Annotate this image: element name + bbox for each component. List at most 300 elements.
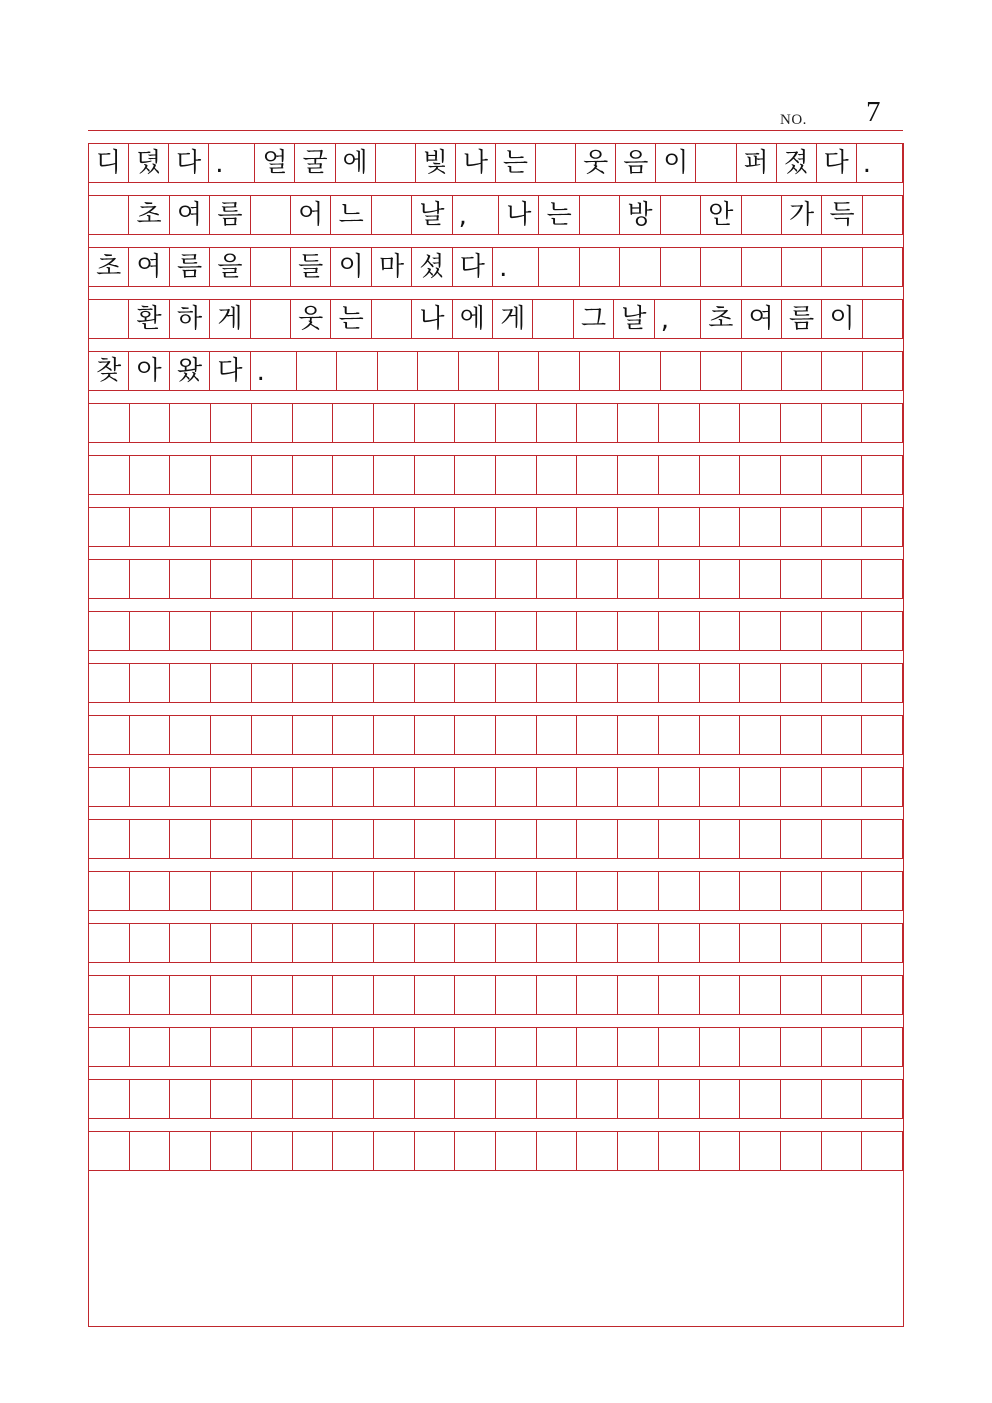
manuscript-cell [169, 1080, 210, 1118]
manuscript-cell [454, 560, 495, 598]
manuscript-cell [332, 924, 373, 962]
manuscript-row [88, 923, 903, 963]
manuscript-cell [414, 1132, 455, 1170]
manuscript-cell: 날 [411, 196, 451, 234]
manuscript-cell: 초 [128, 196, 168, 234]
manuscript-cell [739, 768, 780, 806]
manuscript-cell [579, 248, 619, 286]
manuscript-cell [617, 404, 658, 442]
manuscript-cell [454, 976, 495, 1014]
manuscript-cell [576, 508, 617, 546]
manuscript-cell [210, 456, 251, 494]
manuscript-cell [88, 1080, 129, 1118]
manuscript-cell [862, 196, 903, 234]
manuscript-cell [332, 612, 373, 650]
manuscript-cell [536, 1028, 577, 1066]
manuscript-cell [454, 716, 495, 754]
manuscript-cell [741, 352, 781, 390]
manuscript-cell [617, 1080, 658, 1118]
manuscript-cell [88, 820, 129, 858]
manuscript-cell [129, 456, 170, 494]
manuscript-cell: 여 [741, 300, 781, 338]
manuscript-cell [739, 612, 780, 650]
manuscript-cell [414, 456, 455, 494]
manuscript-cell [495, 1080, 536, 1118]
manuscript-cell [88, 456, 129, 494]
manuscript-cell [88, 664, 129, 702]
manuscript-cell [861, 924, 903, 962]
manuscript-cell [619, 248, 659, 286]
manuscript-cell: 을 [209, 248, 249, 286]
manuscript-cell: 찾 [88, 352, 128, 390]
manuscript-cell [210, 820, 251, 858]
manuscript-cell [88, 1028, 129, 1066]
manuscript-cell: 나 [498, 196, 538, 234]
manuscript-cell [332, 1080, 373, 1118]
manuscript-cell [780, 1028, 821, 1066]
manuscript-cell [332, 508, 373, 546]
manuscript-cell [862, 300, 903, 338]
manuscript-cell [821, 456, 862, 494]
manuscript-cell [210, 768, 251, 806]
manuscript-cell [88, 196, 128, 234]
manuscript-cell [495, 716, 536, 754]
manuscript-cell [700, 352, 740, 390]
manuscript-cell [535, 144, 575, 182]
manuscript-cell [536, 820, 577, 858]
manuscript-cell [739, 820, 780, 858]
manuscript-cell [210, 976, 251, 1014]
manuscript-cell [576, 612, 617, 650]
manuscript-cell [210, 560, 251, 598]
manuscript-cell [658, 1080, 699, 1118]
manuscript-cell [861, 820, 903, 858]
manuscript-cell [454, 1132, 495, 1170]
manuscript-cell [88, 976, 129, 1014]
manuscript-cell [495, 976, 536, 1014]
manuscript-cell [129, 664, 170, 702]
manuscript-cell [861, 664, 903, 702]
manuscript-cell [414, 976, 455, 1014]
manuscript-cell [373, 1028, 414, 1066]
manuscript-row [88, 507, 903, 547]
manuscript-cell [454, 820, 495, 858]
manuscript-cell [780, 664, 821, 702]
manuscript-cell: 그 [573, 300, 613, 338]
manuscript-cell [695, 144, 735, 182]
manuscript-cell [251, 404, 292, 442]
manuscript-cell: 어 [290, 196, 330, 234]
manuscript-cell [373, 768, 414, 806]
manuscript-cell [454, 612, 495, 650]
manuscript-cell: 뎠 [128, 144, 168, 182]
manuscript-cell [536, 560, 577, 598]
manuscript-cell [861, 560, 903, 598]
page-number-value: 7 [866, 96, 881, 128]
manuscript-cell [495, 404, 536, 442]
manuscript-cell: 들 [290, 248, 330, 286]
manuscript-cell [658, 924, 699, 962]
manuscript-row [88, 715, 903, 755]
manuscript-cell [414, 1080, 455, 1118]
manuscript-cell [536, 768, 577, 806]
manuscript-cell [129, 1028, 170, 1066]
manuscript-cell [821, 248, 861, 286]
manuscript-cell [536, 1080, 577, 1118]
manuscript-cell [417, 352, 457, 390]
manuscript-cell [373, 612, 414, 650]
manuscript-cell [861, 716, 903, 754]
manuscript-cell [780, 872, 821, 910]
manuscript-cell [495, 508, 536, 546]
manuscript-cell [373, 664, 414, 702]
manuscript-cell [414, 664, 455, 702]
manuscript-cell: 졌 [776, 144, 816, 182]
manuscript-cell [780, 716, 821, 754]
manuscript-cell [371, 300, 411, 338]
manuscript-cell [88, 872, 129, 910]
manuscript-cell [576, 1132, 617, 1170]
manuscript-cell [292, 1028, 333, 1066]
manuscript-cell [414, 560, 455, 598]
manuscript-cell [699, 1080, 740, 1118]
manuscript-cell: 하 [169, 300, 209, 338]
manuscript-cell [739, 1132, 780, 1170]
manuscript-row [88, 559, 903, 599]
manuscript-cell [658, 508, 699, 546]
manuscript-cell [210, 872, 251, 910]
manuscript-cell: 셨 [411, 248, 451, 286]
manuscript-cell [129, 768, 170, 806]
manuscript-cell [861, 508, 903, 546]
manuscript-cell [781, 352, 821, 390]
manuscript-cell [699, 872, 740, 910]
page-number-label: NO. [780, 112, 807, 128]
manuscript-cell [861, 456, 903, 494]
manuscript-row [88, 351, 903, 391]
manuscript-cell [373, 976, 414, 1014]
manuscript-cell: 에 [452, 300, 492, 338]
manuscript-cell: 는 [330, 300, 370, 338]
manuscript-cell [292, 976, 333, 1014]
manuscript-cell [414, 404, 455, 442]
manuscript-cell [169, 716, 210, 754]
manuscript-cell [739, 716, 780, 754]
manuscript-cell [576, 1080, 617, 1118]
manuscript-cell [495, 560, 536, 598]
manuscript-cell [210, 612, 251, 650]
manuscript-cell: 초 [700, 300, 740, 338]
manuscript-cell: 름 [169, 248, 209, 286]
manuscript-cell: 득 [821, 196, 861, 234]
manuscript-cell [169, 1028, 210, 1066]
manuscript-cell: 초 [88, 248, 128, 286]
manuscript-cell [169, 456, 210, 494]
manuscript-cell [699, 924, 740, 962]
manuscript-cell [617, 664, 658, 702]
manuscript-cell [498, 352, 538, 390]
manuscript-cell [658, 872, 699, 910]
manuscript-cell [536, 612, 577, 650]
manuscript-cell [739, 924, 780, 962]
manuscript-cell [536, 976, 577, 1014]
manuscript-cell [251, 612, 292, 650]
manuscript-cell [617, 872, 658, 910]
manuscript-cell [129, 612, 170, 650]
manuscript-cell [332, 716, 373, 754]
manuscript-cell [576, 820, 617, 858]
manuscript-cell: 름 [781, 300, 821, 338]
manuscript-cell [251, 508, 292, 546]
manuscript-cell [821, 404, 862, 442]
manuscript-cell [414, 924, 455, 962]
manuscript-cell [579, 196, 619, 234]
manuscript-cell [373, 872, 414, 910]
manuscript-cell [292, 1132, 333, 1170]
manuscript-cell [458, 352, 498, 390]
manuscript-cell [414, 716, 455, 754]
manuscript-cell: 마 [371, 248, 411, 286]
manuscript-cell [576, 456, 617, 494]
manuscript-cell [169, 976, 210, 1014]
manuscript-cell [332, 560, 373, 598]
manuscript-cell [292, 456, 333, 494]
manuscript-cell [292, 820, 333, 858]
manuscript-cell [251, 560, 292, 598]
manuscript-cell [454, 664, 495, 702]
manuscript-cell: 퍼 [736, 144, 776, 182]
manuscript-cell [210, 924, 251, 962]
manuscript-row [88, 403, 903, 443]
manuscript-cell [862, 352, 903, 390]
manuscript-cell [373, 404, 414, 442]
manuscript-cell [781, 248, 821, 286]
manuscript-cell [617, 976, 658, 1014]
manuscript-cell: 다 [209, 352, 249, 390]
manuscript-cell [861, 1080, 903, 1118]
manuscript-cell [861, 976, 903, 1014]
manuscript-cell [292, 872, 333, 910]
manuscript-cell [821, 872, 862, 910]
manuscript-cell [658, 820, 699, 858]
manuscript-cell: 이 [821, 300, 861, 338]
manuscript-cell: 여 [169, 196, 209, 234]
manuscript-cell: , [654, 300, 700, 338]
manuscript-cell [538, 352, 578, 390]
manuscript-cell: 날 [613, 300, 653, 338]
header-rule [88, 130, 903, 131]
manuscript-cell: 나 [411, 300, 451, 338]
manuscript-cell [332, 1132, 373, 1170]
manuscript-cell [169, 560, 210, 598]
manuscript-row [88, 819, 903, 859]
manuscript-cell [576, 404, 617, 442]
manuscript-cell: 이 [330, 248, 370, 286]
page-header [88, 96, 903, 131]
manuscript-cell [495, 456, 536, 494]
manuscript-cell [699, 820, 740, 858]
manuscript-cell [292, 1080, 333, 1118]
manuscript-cell [658, 560, 699, 598]
manuscript-cell [210, 1132, 251, 1170]
manuscript-cell [739, 404, 780, 442]
manuscript-cell [377, 352, 417, 390]
manuscript-cell [699, 1132, 740, 1170]
manuscript-cell: 나 [455, 144, 495, 182]
manuscript-cell [414, 1028, 455, 1066]
manuscript-cell [739, 1080, 780, 1118]
manuscript-cell [780, 1132, 821, 1170]
manuscript-cell [336, 352, 376, 390]
manuscript-cell [373, 716, 414, 754]
manuscript-cell [536, 924, 577, 962]
manuscript-cell [617, 924, 658, 962]
manuscript-cell [658, 976, 699, 1014]
manuscript-cell [780, 820, 821, 858]
manuscript-cell [536, 404, 577, 442]
manuscript-cell [617, 768, 658, 806]
manuscript-cell [373, 1080, 414, 1118]
manuscript-cell [251, 872, 292, 910]
manuscript-cell [538, 248, 578, 286]
manuscript-cell [292, 560, 333, 598]
manuscript-cell [332, 404, 373, 442]
manuscript-cell [658, 456, 699, 494]
manuscript-cell [699, 768, 740, 806]
manuscript-cell [414, 820, 455, 858]
manuscript-cell [332, 872, 373, 910]
manuscript-cell [292, 612, 333, 650]
manuscript-cell [296, 352, 336, 390]
manuscript-cell [373, 820, 414, 858]
manuscript-cell [250, 196, 290, 234]
manuscript-cell [251, 820, 292, 858]
manuscript-cell [862, 248, 903, 286]
manuscript-cell [414, 768, 455, 806]
manuscript-cell [332, 664, 373, 702]
manuscript-cell [169, 924, 210, 962]
manuscript-cell: 안 [700, 196, 740, 234]
manuscript-cell: 가 [781, 196, 821, 234]
manuscript-cell: 는 [495, 144, 535, 182]
manuscript-cell [861, 612, 903, 650]
manuscript-cell [741, 248, 781, 286]
manuscript-cell [495, 768, 536, 806]
manuscript-cell [251, 1028, 292, 1066]
manuscript-cell [536, 664, 577, 702]
manuscript-cell [210, 716, 251, 754]
manuscript-cell: . [208, 144, 254, 182]
manuscript-cell [332, 456, 373, 494]
manuscript-cell [250, 248, 290, 286]
manuscript-cell [617, 456, 658, 494]
manuscript-cell [454, 508, 495, 546]
manuscript-cell [332, 976, 373, 1014]
manuscript-cell: . [250, 352, 296, 390]
manuscript-cell [739, 664, 780, 702]
manuscript-row [88, 455, 903, 495]
manuscript-cell [861, 1132, 903, 1170]
manuscript-cell [861, 768, 903, 806]
manuscript-cell: 이 [655, 144, 695, 182]
manuscript-cell [292, 664, 333, 702]
manuscript-cell [536, 716, 577, 754]
manuscript-row [88, 1027, 903, 1067]
manuscript-cell [617, 612, 658, 650]
manuscript-cell [88, 560, 129, 598]
manuscript-cell: 게 [492, 300, 532, 338]
manuscript-cell [88, 300, 128, 338]
manuscript-cell [251, 664, 292, 702]
manuscript-cell [821, 768, 862, 806]
manuscript-cell [250, 300, 290, 338]
manuscript-cell [579, 352, 619, 390]
manuscript-cell [210, 404, 251, 442]
manuscript-cell [658, 1028, 699, 1066]
manuscript-cell [88, 1132, 129, 1170]
manuscript-cell [576, 1028, 617, 1066]
manuscript-cell [373, 1132, 414, 1170]
manuscript-cell [617, 1132, 658, 1170]
manuscript-cell: 방 [619, 196, 659, 234]
manuscript-cell: 는 [538, 196, 578, 234]
manuscript-cell [741, 196, 781, 234]
manuscript-cell [373, 924, 414, 962]
manuscript-cell: 웃 [290, 300, 330, 338]
manuscript-cell [861, 1028, 903, 1066]
manuscript-cell [332, 768, 373, 806]
manuscript-cell [129, 1132, 170, 1170]
manuscript-cell [617, 716, 658, 754]
manuscript-cell [129, 508, 170, 546]
manuscript-cell [576, 976, 617, 1014]
manuscript-cell [821, 508, 862, 546]
manuscript-cell [373, 508, 414, 546]
manuscript-cell [129, 924, 170, 962]
manuscript-cell [700, 248, 740, 286]
manuscript-cell [536, 456, 577, 494]
manuscript-cell: 아 [128, 352, 168, 390]
manuscript-cell [780, 508, 821, 546]
manuscript-cell: 에 [335, 144, 375, 182]
manuscript-cell: 다 [452, 248, 492, 286]
manuscript-cell [576, 924, 617, 962]
manuscript-cell [821, 820, 862, 858]
manuscript-cell [169, 768, 210, 806]
manuscript-cell [169, 612, 210, 650]
manuscript-row [88, 975, 903, 1015]
manuscript-cell [292, 404, 333, 442]
manuscript-cell [739, 976, 780, 1014]
manuscript-cell [414, 612, 455, 650]
manuscript-cell [251, 716, 292, 754]
manuscript-cell [88, 768, 129, 806]
manuscript-cell [739, 1028, 780, 1066]
manuscript-cell [251, 768, 292, 806]
manuscript-cell [454, 768, 495, 806]
manuscript-cell [129, 872, 170, 910]
manuscript-cell: 왔 [169, 352, 209, 390]
manuscript-cell [495, 820, 536, 858]
manuscript-cell [821, 560, 862, 598]
manuscript-cell [780, 768, 821, 806]
manuscript-cell: 다 [168, 144, 208, 182]
manuscript-cell [576, 664, 617, 702]
manuscript-cell [251, 1080, 292, 1118]
manuscript-cell [371, 196, 411, 234]
manuscript-cell [660, 352, 700, 390]
manuscript-row [88, 767, 903, 807]
